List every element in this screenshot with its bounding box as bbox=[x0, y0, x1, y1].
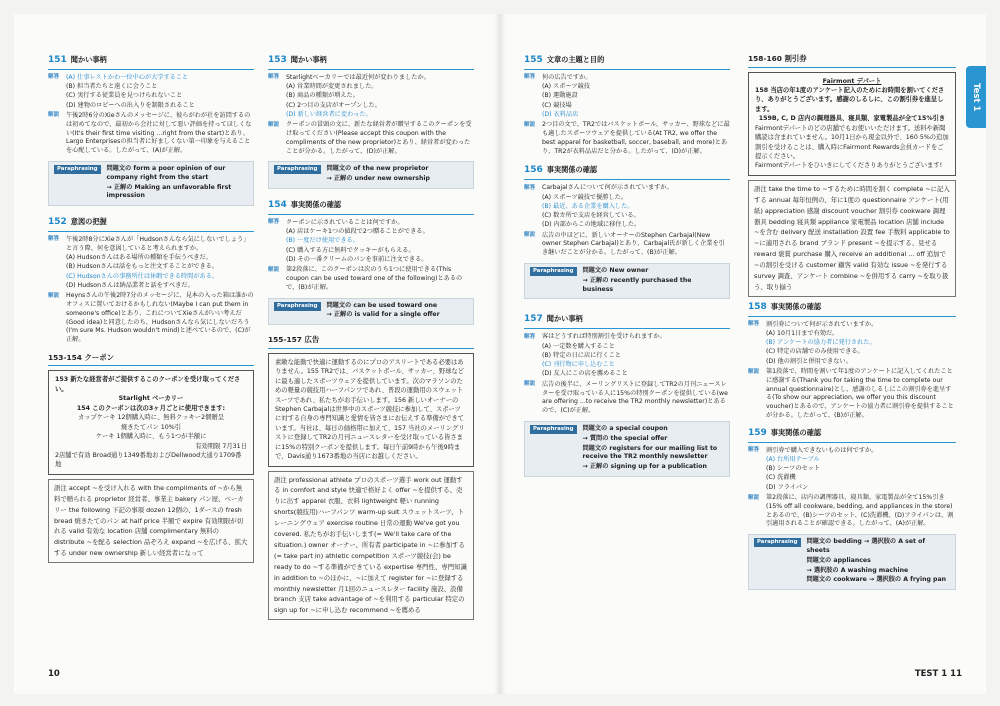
explanation-tag: 解説 bbox=[748, 368, 760, 375]
right-page bbox=[500, 14, 986, 694]
answer-tag: 解答 bbox=[48, 74, 60, 81]
question-type: 事実関係の確認 bbox=[290, 200, 342, 210]
doc-line: 153 新たな経営者がご提供するこのクーポンを受け取ってください。 bbox=[55, 376, 241, 393]
options bbox=[542, 333, 730, 379]
option: (D) 衣料品店 bbox=[542, 110, 579, 118]
question-number: 151 bbox=[48, 55, 67, 65]
doc-line: カップケーキ 12個購入時に、無料クッキー2個贈呈 bbox=[77, 414, 224, 422]
option: (B) 運動施設 bbox=[542, 92, 578, 100]
option: (D) 他の割引と併用できない。 bbox=[766, 357, 852, 365]
question-158 bbox=[748, 301, 956, 421]
paraphrasing-box bbox=[524, 421, 730, 477]
answer-tag: 解答 bbox=[524, 74, 536, 81]
question-text: 割引券で購入できないものは何ですか。 bbox=[766, 446, 878, 454]
doc-line: 154 このクーポンは次の3ヶ月ごとに使用できます: bbox=[76, 404, 226, 412]
doc-line: 有効期限 7月31日 bbox=[195, 442, 247, 450]
option: (A) 台所用テーブル bbox=[766, 455, 820, 463]
options bbox=[66, 74, 254, 111]
left-page bbox=[14, 14, 500, 694]
question-number: 155 bbox=[524, 55, 543, 65]
option: (A) スポーツ競技で優勝した。 bbox=[542, 193, 628, 201]
page-number: 10 bbox=[48, 668, 60, 679]
question-number: 153 bbox=[268, 55, 287, 65]
paraphrasing-tag: Paraphrasing bbox=[530, 425, 577, 434]
page-number: TEST 1 11 bbox=[914, 668, 962, 679]
explanation: 第1段落で、時間を割いて年1度のアンケートに記入してくれたことに感謝する(Thank you for taking the time to complete our annual questionnaire)とし、感謝のしるしにこの割引券を進呈する(To show our appreciation, we offer you this discount voucher)とあるので、アンケートの協力者に割引券を提供することが分かる。したがって、(B)が正解。 bbox=[766, 368, 954, 420]
explanation-tag: 解説 bbox=[748, 494, 760, 501]
paraphrasing-box bbox=[524, 263, 730, 299]
paraphrase-line: → 正解の under new ownership bbox=[326, 175, 430, 183]
option: (C) 洗濯機 bbox=[766, 474, 796, 482]
explanation: 第2段落に、店内の調理器具、寝具類、家電製品が全て15%引き(15% off all cookware, bedding, and appliances in the store)とあるので、(B)シーツのセット、(C)洗濯機、(D)フライパンは、割引適用されることが確認できる。したがって、(A)が正解。 bbox=[766, 494, 954, 528]
test-1-tab[interactable]: Test 1 bbox=[966, 66, 986, 128]
question-type: 事実関係の確認 bbox=[770, 427, 822, 437]
question-number: 158 bbox=[748, 301, 767, 312]
option: (D) Hudsonさんは納品業者と話をすべきだ。 bbox=[66, 281, 194, 289]
option: (D) 建物のロビーへの出入りを制限されること bbox=[66, 101, 195, 109]
question-159 bbox=[748, 427, 956, 590]
option: (A) 営業時間が変更されました。 bbox=[286, 83, 378, 91]
right-column-2 bbox=[748, 54, 956, 600]
question-type: 事実関係の確認 bbox=[546, 165, 598, 175]
answer-tag: 解答 bbox=[748, 321, 760, 328]
question-text: Carbajalさんについて何が示されていますか。 bbox=[542, 184, 673, 192]
question-text: 客はどうすれば特別割引を受けられますか。 bbox=[542, 333, 666, 341]
doc-line: 2店舗で有効 Broad通り1349番地およびDellwood大通り1709番地 bbox=[55, 451, 242, 469]
option: (D) 友人にこの店を薦めること bbox=[542, 370, 628, 378]
explanation: 午後2時6分のXieさんのメッセージに、彼らがわが社を訪問するのは初めてなので、最初から会社に対して悪い評価を持ってほしくない(It's their first time visiting ...right from the start)とあり、Largo Enterprisesの担当者に好ましくない第一印象を与えることを心配している。したがって、(A)が正解。 bbox=[66, 111, 252, 155]
answer-tag: 解答 bbox=[48, 236, 60, 243]
paraphrase-line: 問題文の appliances bbox=[806, 556, 871, 564]
explanation: 2つ目の文で、TR2ではバスケットボール、サッカー、野球などに最も適したスポーツウェアを提供している(At TR2, we offer the best apparel for basketball, soccer, baseball, and more)とあり、TR2が衣料品店だと分かる。したがって、(D)が正解。 bbox=[542, 121, 730, 155]
paraphrase-line: → 正解の signing up for a publication bbox=[582, 463, 707, 471]
question-151 bbox=[48, 54, 254, 206]
paraphrasing-tag: Paraphrasing bbox=[274, 302, 321, 311]
options bbox=[286, 74, 474, 120]
explanation-tag: 解説 bbox=[48, 292, 60, 299]
paraphrasing-box bbox=[268, 161, 474, 189]
paraphrasing-box bbox=[48, 161, 254, 206]
option: (C) 刊行物に申し込むこと bbox=[542, 361, 615, 369]
option: (B) Hudsonさんは話をもっと注文することができる。 bbox=[66, 263, 219, 271]
option: (C) 数カ所で支店を経営している。 bbox=[542, 212, 640, 220]
options bbox=[542, 74, 730, 120]
option: (C) 特定の店舗でのみ使用できる。 bbox=[766, 348, 864, 356]
question-154 bbox=[268, 199, 474, 325]
answer-tag: 解答 bbox=[748, 447, 760, 454]
explanation: 広告の中ほどに、新しいオーナーのStephen Carbajal(New owner Stephen Carbajal)とあり、Carbajal氏が新しく企業を引き継いだことが分かる。したがって、(B)が正解。 bbox=[542, 231, 725, 257]
option: (D) 新しい経営者に変わった。 bbox=[286, 110, 372, 118]
option: (A) Hudsonさんはある場所の種類を手伝うべきだ。 bbox=[66, 253, 212, 261]
answer-tag: 解答 bbox=[268, 74, 280, 81]
question-type: 聞かい事柄 bbox=[290, 55, 327, 64]
question-text: クーポンに示されていることは何ですか。 bbox=[286, 218, 404, 226]
paraphrasing-tag: Paraphrasing bbox=[274, 165, 321, 174]
question-type: 聞かい事柄 bbox=[546, 314, 583, 324]
options bbox=[766, 447, 956, 493]
left-column-2 bbox=[268, 54, 474, 624]
paraphrase-line: 問題文の a special coupon bbox=[582, 424, 668, 432]
option: (C) Hudsonさんの事務所仕は休暇できる時間がある。 bbox=[66, 272, 219, 280]
doc-line: Fairmont デパート bbox=[822, 77, 882, 85]
question-157 bbox=[524, 313, 730, 476]
question-156 bbox=[524, 164, 730, 299]
question-type: 事実関係の確認 bbox=[770, 301, 822, 311]
options bbox=[766, 321, 956, 367]
right-column-1 bbox=[524, 54, 730, 487]
explanation: 広告の後半に、メーリングリストに登録してTR2の月刊ニュースレターを受け取っている人に15%の特別クーポンを提供している(we are offering ...to receive the TR2 monthly newsletter)とあるので、(C)が正解。 bbox=[542, 380, 728, 415]
explanation-tag: 解説 bbox=[268, 266, 280, 273]
paraphrase-line: 問題文の cookware → 選択肢の A frying pan bbox=[806, 576, 947, 584]
options bbox=[66, 236, 254, 291]
paraphrase-line: → 質問の the special offer bbox=[582, 434, 668, 442]
voucher-translation bbox=[748, 72, 956, 176]
section-title: 158-160 割引券 bbox=[748, 54, 956, 68]
question-type: 聞かい事柄 bbox=[70, 55, 107, 64]
vocabulary-box: 語注 take the time to ~するために時間を割く complete ~に記入する annual 毎年恒例の、年に1度の questionnaire アンケート(用紙) appreciation 感謝 discount voucher 割引券 cookware 調理器具 bedding 寝具類 appliance 家電製品 location 店舗 include ~を含む delivery 配送 installation 設置 fee 手数料 applicable to ~に適用される brand ブランド present ~を提示する、見せる reward 褒賞 purchase 購入 receive an additional ... off 追加で~の割引を受ける customer 顧客 valid 有効な issue ~を発行する survey 調査、アンケート combine ~を併用する carry ~を取り扱う、取り揃う bbox=[748, 180, 956, 297]
question-number: 152 bbox=[48, 217, 67, 228]
advertisement-translation: 素敵な能動で快適に運動するのにプロのアスリートである必要はありません。155 TR2では、バスケットボール、サッカー、野球などに最も適したスポーツウェアを提供しています。次のマラソンのための軽量の競技用ハーフパンツであれ、普段の運動用のスウェットスーツであれ、私たちがお手伝いします。156 新しいオーナーのStephen Carbajalは世界中のスポーツ競技に参加して、スポーツに対する自身の専門知識と愛情を皆さまにお伝えする準備ができています。当社は、毎日の価格帯に加えて、157 当社のメーリングリストに登録してTR2の月刊ニュースレターを受け取っている皆さまに15%の特別クーポンを提供します。毎日午前9時から午後9時まで、Davis通り1673番地の当店にお越しください。 bbox=[268, 353, 474, 467]
question-text: 割引券について何が示されていますか。 bbox=[766, 320, 878, 328]
section-title: 155-157 広告 bbox=[268, 335, 474, 349]
paraphrase-line: 問題文の registers for our mailing list to receive the TR2 monthly newsletter bbox=[582, 444, 718, 461]
option: (C) 実行する従業員を見つけられないこと bbox=[66, 92, 183, 100]
question-text: Starlightベーカリーでは最近何が変わりましたか。 bbox=[286, 73, 430, 81]
paraphrase-line: 問題文の New owner bbox=[582, 267, 649, 275]
doc-line: ケーキ 1個購入時に、もう1つが半額に bbox=[95, 433, 207, 441]
options bbox=[542, 184, 730, 230]
option: (B) シーツのセット bbox=[766, 465, 821, 473]
options bbox=[286, 219, 474, 265]
answer-tag: 解答 bbox=[524, 184, 536, 191]
question-155 bbox=[524, 54, 730, 156]
paraphrase-line: → 正解の Making an unfavorable first impression bbox=[106, 183, 232, 200]
option: (D) 内部からこの地域に移住した。 bbox=[542, 221, 641, 229]
option: (C) 2つ目の支店がオープンした。 bbox=[286, 101, 381, 109]
option: (C) 競技場 bbox=[542, 101, 572, 109]
explanation-tag: 解説 bbox=[524, 381, 536, 388]
doc-line: 158 当店の年1度のアンケート記入のためにお時間を割いてくださり、ありがとうございます。感謝のしるしに、この割引券を進呈します。 bbox=[755, 86, 945, 113]
question-number: 156 bbox=[524, 165, 543, 176]
explanation-tag: 解説 bbox=[524, 232, 536, 239]
question-text: 午後2時8分にXieさんが「Hudsonさんなら気にしないでしょう」と言う際、何を意図していると考えられますか。 bbox=[66, 235, 250, 252]
vocabulary-box: 語注 professional athlete プロのスポーツ選手 work out 運動する in comfort and style 快適で格好よく offer ~を提供する、売りに出す apparel 衣服、衣料 lightweight 軽い running shorts(競技用)ハーフパンツ warm-up suit スウェットスーツ、トレーニングウェア exercise routine 日常の運動 We've got you covered. 私たちがお手伝いします(= We'll take care of the situation.) owner オーナー、所有者 participate in ~に参加する(= take part in) athletic competition スポーツ競技(会) be ready to do ~する準備ができている expertise 専門性、専門知識 in addition to ~のほかに、~に加えて register for ~に登録する monthly newsletter 月1回のニュースレター facility 施設、設備 branch 支店 take advantage of ~を利用する particular 特定の sign up for ~に申し込む recommend ~を薦める bbox=[268, 471, 474, 621]
doc-line: Fairmontデパートをひいきにしてくださりありがとうございます! bbox=[755, 162, 943, 170]
explanation: 第2段落に、このクーポンは次のうち1つに使用できる(This coupon can be used toward one of the following)とあるので、(B)が正解。 bbox=[286, 266, 463, 291]
doc-line: 焼きたてパン 10%引 bbox=[120, 423, 182, 431]
paraphrasing-box bbox=[268, 298, 474, 326]
explanation: Heynsさんの午後2時7分のメッセージに、見本の入った箱は誰かのオフィスに置いておけるかもしれない(Maybe I can put them in someone's office)とあり、これについてXieさんがいい考えだ(Good idea)と同意したのち、Hudsonさんなら気にしないだろう(I'm sure Ms. Hudson wouldn't mind)と述べているので、(C)が正解。 bbox=[66, 292, 254, 344]
paraphrase-line: 問題文の of the new proprietor bbox=[326, 165, 429, 173]
paraphrase-line: 問題文の can be used toward one bbox=[326, 301, 438, 309]
question-type: 意図の把握 bbox=[70, 217, 107, 227]
paraphrase-line: 問題文の bedding → 選択肢の A set of sheets bbox=[806, 538, 926, 555]
question-number: 159 bbox=[748, 427, 767, 438]
option: (A) 仕事レストかわ一位中心が大学すること bbox=[66, 73, 189, 81]
option: (B) 特定の日に店に行くこと bbox=[542, 351, 622, 359]
option: (B) 一度だけ使用できる。 bbox=[286, 237, 359, 245]
answer-tag: 解答 bbox=[268, 219, 280, 226]
coupon-translation bbox=[48, 370, 254, 474]
paraphrase-line: → 選択肢の A washing machine bbox=[806, 566, 909, 574]
explanation-tag: 解説 bbox=[524, 121, 536, 128]
option: (C) 購入する方に無料でクッキーがもらえる。 bbox=[286, 246, 415, 254]
option: (B) 担当者たちと遠くに会うこと bbox=[66, 83, 158, 91]
question-153 bbox=[268, 54, 474, 189]
paraphrasing-tag: Paraphrasing bbox=[754, 538, 801, 547]
question-text: 何の広告ですか。 bbox=[542, 73, 592, 81]
option: (B) アンケートの協力者に発行された。 bbox=[766, 339, 876, 347]
question-152 bbox=[48, 216, 254, 345]
paraphrase-line: → 正解の recently purchased the business bbox=[582, 276, 692, 293]
explanation: クーポンの冒頭の文に、新たな経営者が贈呈するこのクーポンを受け取ってください(Please accept this coupon with the compliments of the new proprietor)とあり、経営者が変わったことが分かる。したがって、(D)が正解。 bbox=[286, 121, 472, 155]
paraphrasing-tag: Paraphrasing bbox=[54, 165, 101, 174]
section-title: 153-154 クーポン bbox=[48, 353, 254, 367]
paraphrase-line: 問題文の form a poor opinion of our company right from the start bbox=[106, 164, 226, 181]
answer-tag: 解答 bbox=[524, 333, 536, 340]
doc-line: 159B, C, D 店内の調理器具、寝具類、家電製品が全て15%引き bbox=[758, 115, 946, 123]
question-type: 文章の主題と目的 bbox=[546, 55, 605, 64]
option: (B) 商品の種類が増えた。 bbox=[286, 92, 359, 100]
option: (D) その一番クリームのパンを事前に注文できる。 bbox=[286, 255, 428, 263]
option: (D) フライパン bbox=[766, 483, 809, 491]
vocabulary-box: 語注 accept ~を受け入れる with the compliments of ~から無料で贈られる proprietor 経営者、事業主 bakery パン屋、ベーカリー the following 下記の事項 dozen 12個の、1ダースの fresh bread 焼きたてのパン at half price 半額で expire 有効期限が切れる valid 有効な location 店舗 complimentary 無料の distribute ~を配る selection 品ぞろえ expand ~を広げる、拡大する under new ownership 新しい経営者になって bbox=[48, 479, 254, 563]
doc-line: Fairmontデパートのどの店舗でもお使いいただけます。送料や新聞購読は含まれていません。10月1日から現金以外で、160 5%の追加割引を受けることは、購入時にFairmont Rewards会員カードをご提示ください。 bbox=[755, 124, 949, 161]
option: (A) 10月1日まで有効だ。 bbox=[766, 329, 839, 337]
option: (A) 店はケーキ1つの値段で2つ贈ることができる。 bbox=[286, 228, 429, 236]
question-number: 157 bbox=[524, 314, 543, 325]
explanation-tag: 解説 bbox=[48, 112, 60, 119]
explanation-tag: 解説 bbox=[268, 121, 280, 128]
option: (A) スポーツ競技 bbox=[542, 83, 590, 91]
option: (A) 一定数を購入すること bbox=[542, 342, 615, 350]
paraphrase-line: → 正解の is valid for a single offer bbox=[326, 311, 440, 319]
doc-line: Starlight ベーカリー bbox=[118, 395, 184, 403]
left-column-1 bbox=[48, 54, 254, 567]
question-number: 154 bbox=[268, 200, 287, 211]
option: (B) 最近、ある企業を購入した。 bbox=[542, 202, 634, 210]
paraphrasing-tag: Paraphrasing bbox=[530, 267, 577, 276]
paraphrasing-box bbox=[748, 534, 956, 590]
